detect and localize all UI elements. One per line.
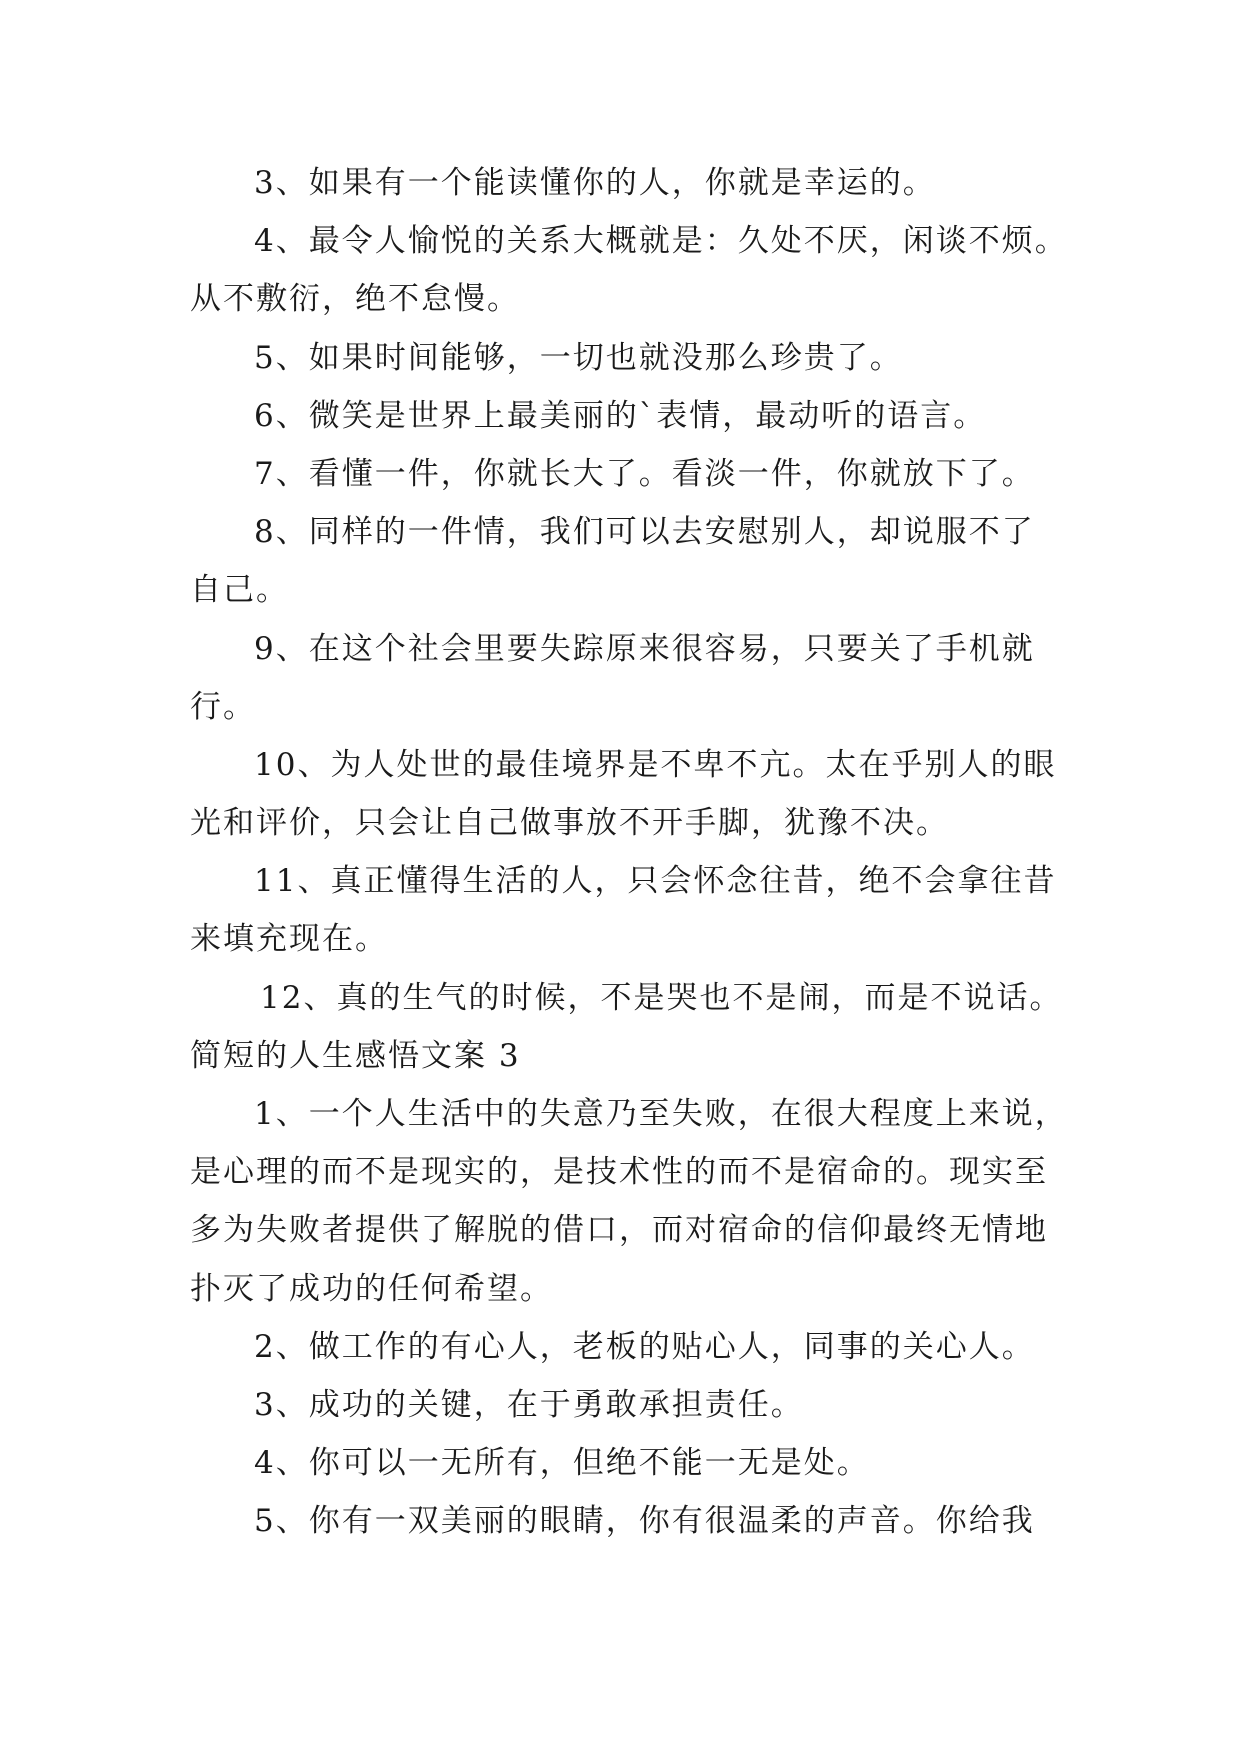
text-line: 4、最令人愉悦的关系大概就是：久处不厌，闲谈不烦。	[254, 223, 1068, 260]
text-line: 3、成功的关键，在于勇敢承担责任。	[254, 1386, 804, 1423]
text-line: 光和评价，只会让自己做事放不开手脚，犹豫不决。	[190, 805, 949, 842]
text-line: 4、你可以一无所有，但绝不能一无是处。	[254, 1445, 870, 1482]
text-line: 10、为人处世的最佳境界是不卑不亢。太在乎别人的眼	[254, 746, 1057, 783]
text-line: 12、真的生气的时候，不是哭也不是闹，而是不说话。	[260, 979, 1063, 1016]
text-line: 6、微笑是世界上最美丽的`表情，最动听的语言。	[254, 397, 987, 434]
text-line: 扑灭了成功的任何希望。	[190, 1270, 553, 1307]
text-line: 7、看懂一件，你就长大了。看淡一件，你就放下了。	[254, 455, 1035, 492]
text-line: 从不敷衍，绝不怠慢。	[190, 281, 520, 318]
text-line: 1、一个人生活中的失意乃至失败，在很大程度上来说，	[254, 1096, 1068, 1132]
text-line: 3、如果有一个能读懂你的人，你就是幸运的。	[254, 165, 936, 201]
text-line: 来填充现在。	[190, 921, 388, 958]
section-heading: 简短的人生感悟文案 3	[190, 1037, 521, 1074]
text-line: 行。	[190, 688, 256, 725]
text-line: 是心理的而不是现实的，是技术性的而不是宿命的。现实至	[190, 1154, 1048, 1191]
text-line: 5、你有一双美丽的眼睛，你有很温柔的声音。你给我	[254, 1503, 1035, 1540]
document-body	[190, 154, 1070, 1551]
text-line: 9、在这个社会里要失踪原来很容易，只要关了手机就	[254, 630, 1035, 667]
text-line: 8、同样的一件情，我们可以去安慰别人，却说服不了	[254, 514, 1035, 551]
text-line: 2、做工作的有心人，老板的贴心人，同事的关心人。	[254, 1328, 1035, 1365]
text-line: 11、真正懂得生活的人，只会怀念往昔，绝不会拿往昔	[254, 863, 1057, 900]
text-line: 5、如果时间能够，一切也就没那么珍贵了。	[254, 339, 903, 376]
text-line: 多为失败者提供了解脱的借口，而对宿命的信仰最终无情地	[190, 1212, 1048, 1249]
text-line: 自己。	[190, 572, 289, 609]
